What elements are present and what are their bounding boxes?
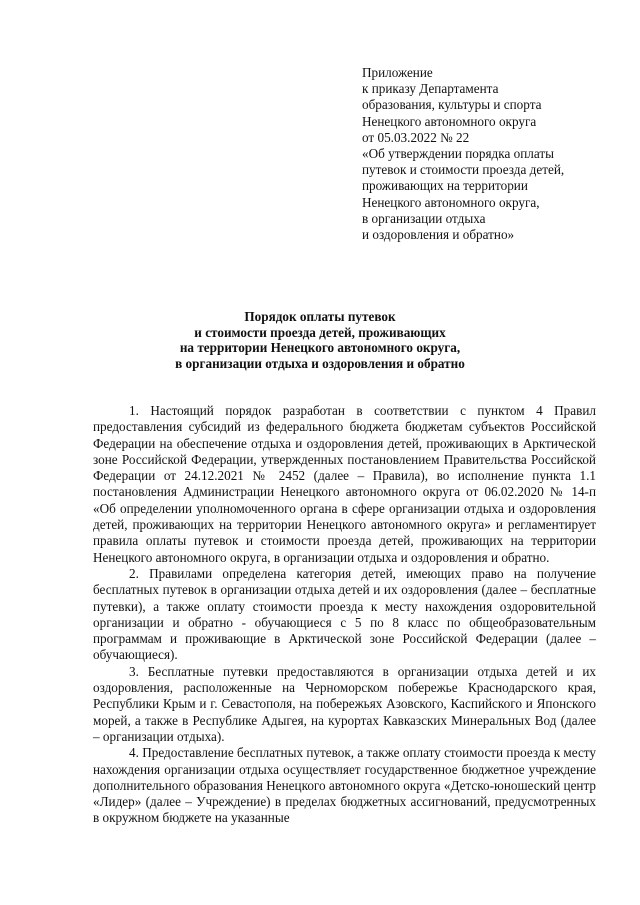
appendix-block	[362, 65, 622, 243]
title-line: в организации отдыха и оздоровления и обратно	[175, 355, 465, 371]
appendix-line: проживающих на территории	[362, 178, 528, 194]
document-body	[93, 403, 596, 827]
paragraph-3: 3. Бесплатные путевки предоставляются в организации отдыха детей и их оздоровления, расположенные на Черноморском побережье Краснодарского края, Республики Крым и г. Севастополя, на побережьях Азовского, Каспийского и Японского морей, а также в Республике Адыгея, на курортах Кавказских Минеральных Вод (далее – организации отдыха).	[93, 663, 596, 744]
appendix-line: путевок и стоимости проезда детей,	[362, 162, 565, 178]
document-title	[90, 309, 550, 371]
appendix-line: Приложение	[362, 65, 433, 80]
appendix-line: к приказу Департамента	[362, 81, 499, 97]
appendix-line: Ненецкого автономного округа,	[362, 194, 540, 210]
appendix-line: от 05.03.2022 № 22	[362, 129, 470, 145]
appendix-line: Ненецкого автономного округа	[362, 113, 537, 129]
paragraph-1: 1. Настоящий порядок разработан в соответствии с пунктом 4 Правил предоставления субсидий из федерального бюджета бюджетам субъектов Российской Федерации на обеспечение отдыха и оздоровления детей, проживающих в Арктической зоне Российской Федерации, утвержденных постановлением Правительства Российской Федерации от 24.12.2021 № 2452 (далее – Правила), во исполнение пункта 1.1 постановления Администрации Ненецкого автономного округа от 06.02.2020 № 14-п «Об определении уполномоченного органа в сфере организации отдыха и оздоровления детей, проживающих на территории Ненецкого автономного округа» и регламентирует правила оплаты путевок и стоимости проезда детей, проживающих на территории Ненецкого автономного округа, в организации отдыха и оздоровления и обратно.	[93, 403, 596, 565]
title-line: и стоимости проезда детей, проживающих	[194, 324, 446, 340]
appendix-line: и оздоровления и обратно»	[362, 227, 515, 243]
appendix-line: в организации отдыха	[362, 210, 486, 226]
appendix-line: «Об утверждении порядка оплаты	[362, 146, 554, 162]
paragraph-2: 2. Правилами определена категория детей, имеющих право на получение бесплатных путевок в организации отдыха детей и их оздоровления (далее – бесплатные путевки), а также оплату стоимости проезда к месту нахождения оздоровительной организации и обратно - обучающиеся с 5 по 8 класс по общеобразовательным программам и проживающие в Арктической зоне Российской Федерации (далее – обучающиеся).	[93, 565, 596, 663]
title-line: Порядок оплаты путевок	[244, 309, 396, 324]
appendix-line: образования, культуры и спорта	[362, 97, 542, 113]
title-line: на территории Ненецкого автономного округа,	[179, 340, 461, 356]
paragraph-4: 4. Предоставление бесплатных путевок, а также оплату стоимости проезда к месту нахождения организации отдыха осуществляет государственное бюджетное учреждение дополнительного образования Ненецкого автономного округа «Детско-юношеский центр «Лидер» (далее – Учреждение) в пределах бюджетных ассигнований, предусмотренных в окружном бюджете на указанные	[93, 745, 596, 826]
